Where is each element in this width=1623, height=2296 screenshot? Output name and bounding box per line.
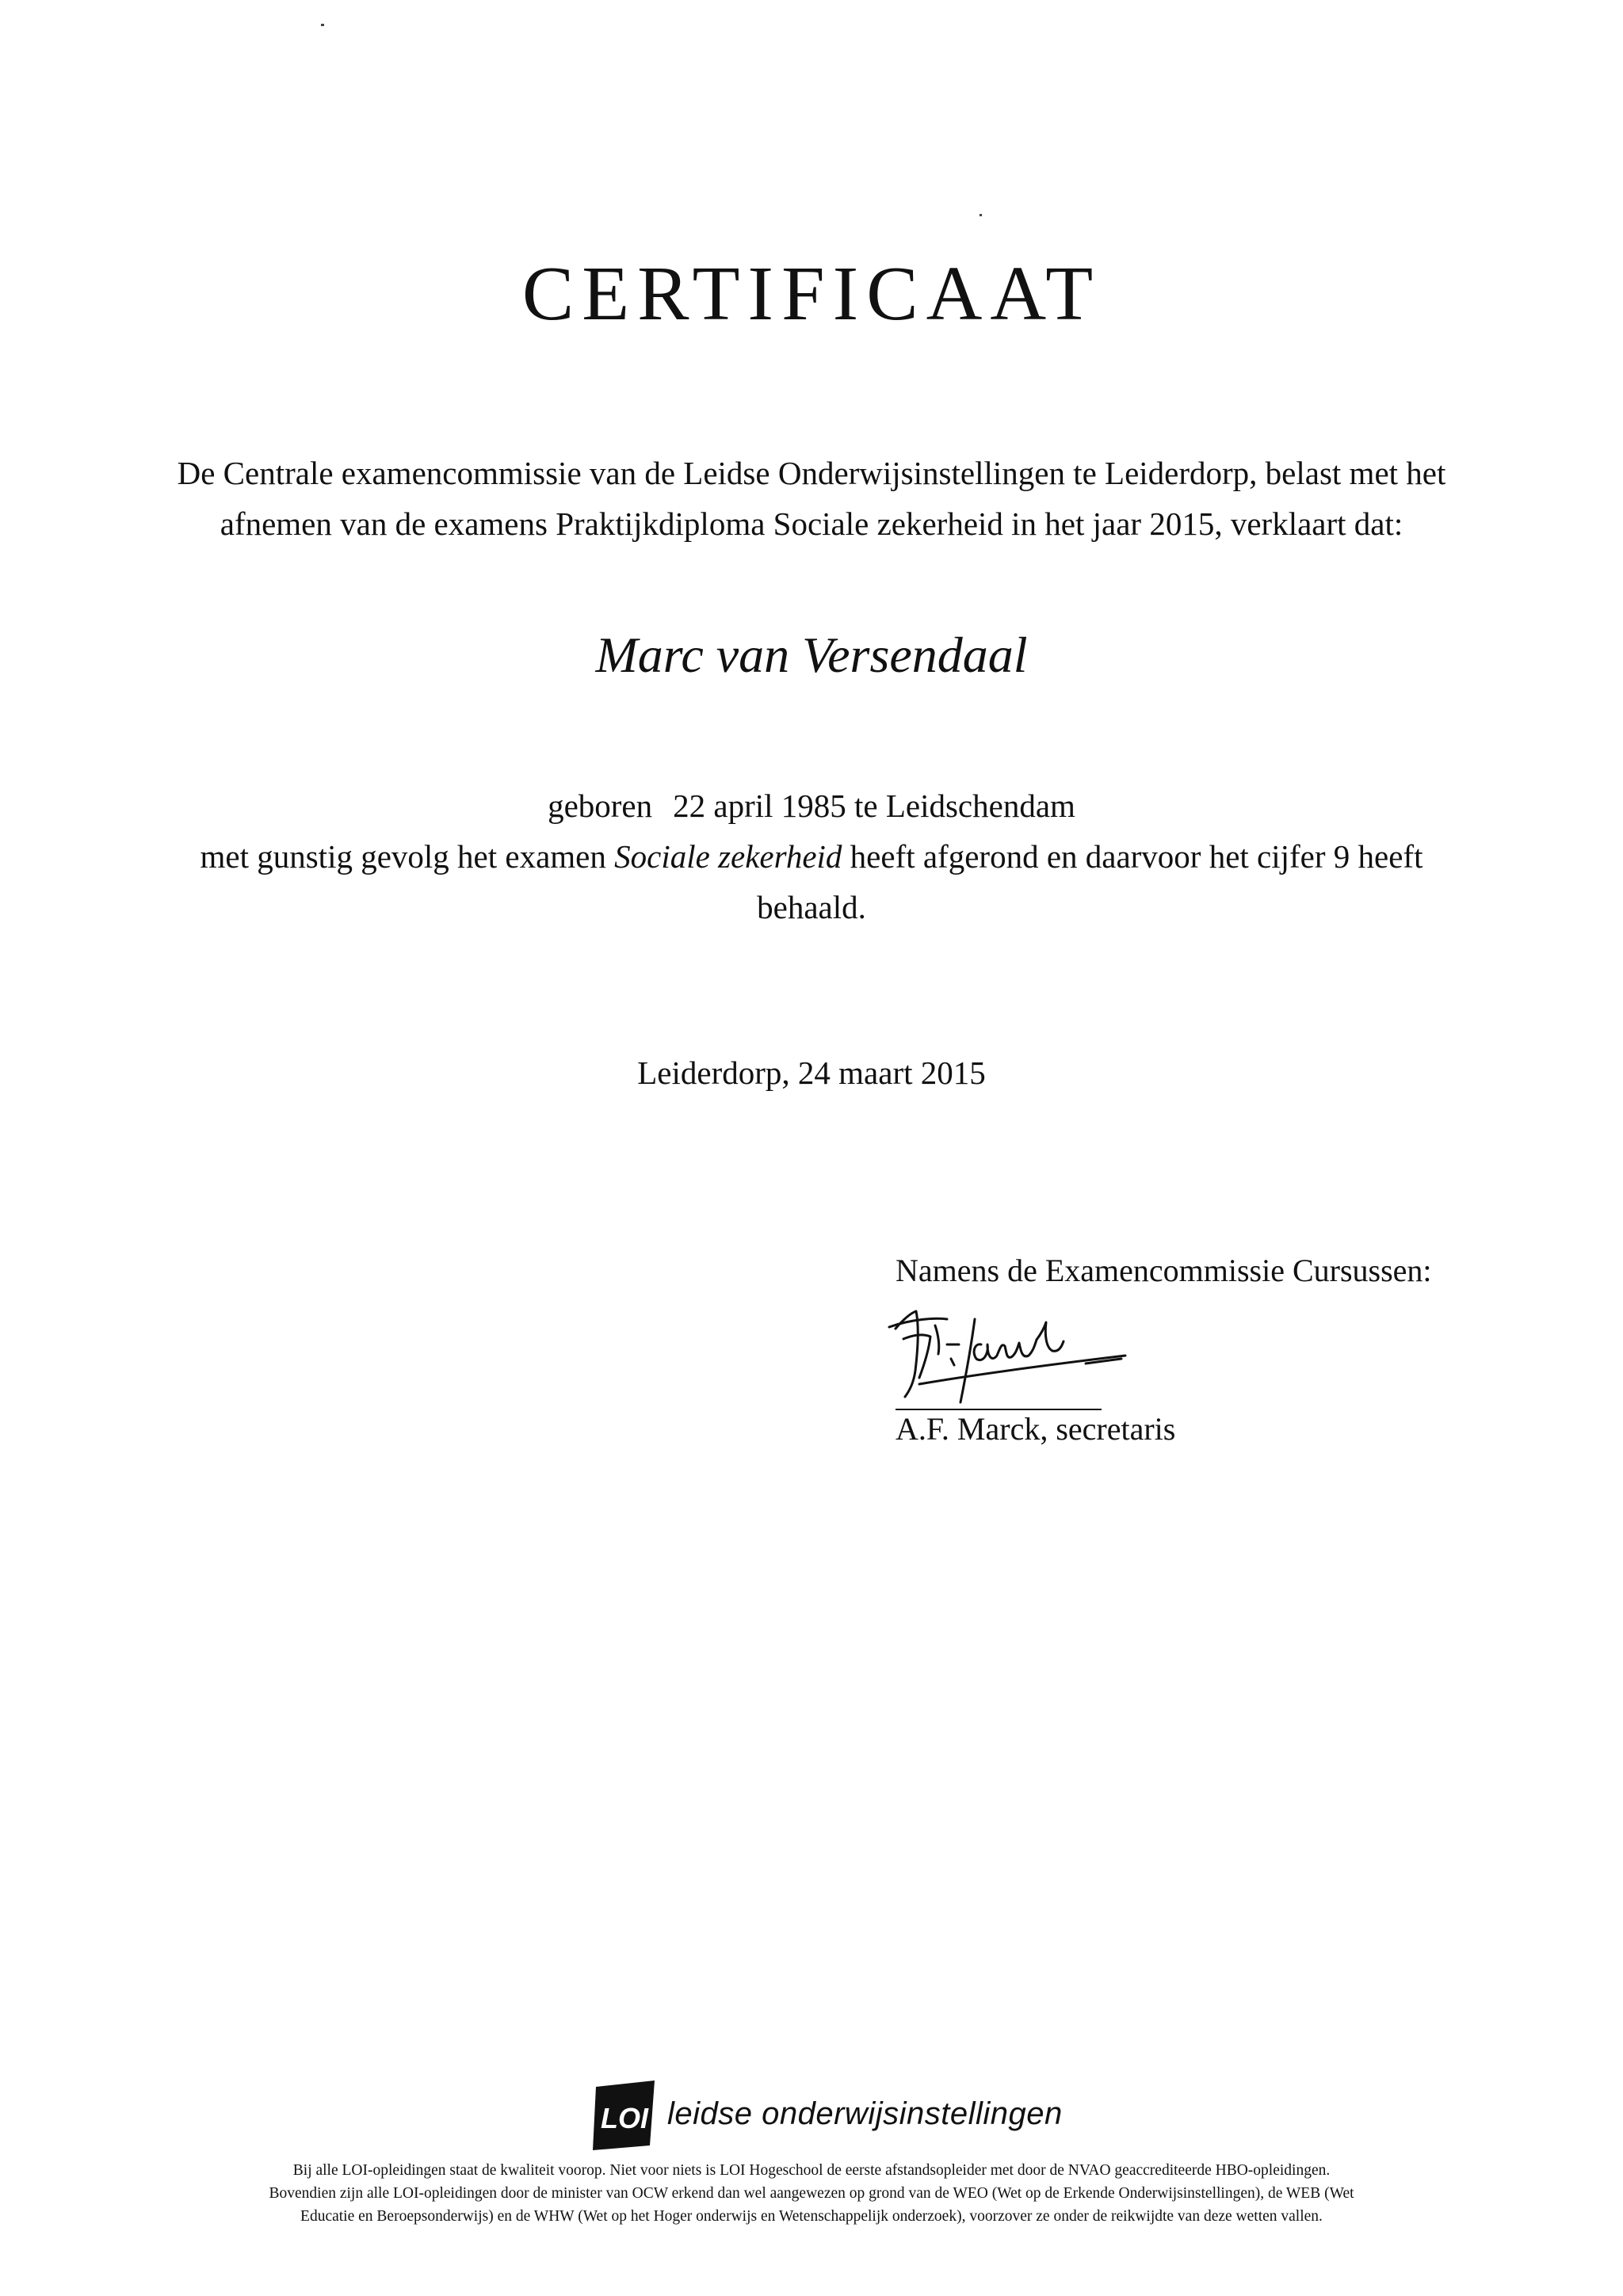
footer-line: Educatie en Beroepsonderwijs) en de WHW (Wet op het Hoger onderwijs en Wetenschappelijk onderzoek), voorzover ze onder de reikwijdte van deze wetten vallen. [300,2208,1323,2225]
footer-disclaimer [151,2159,1472,2228]
result-text [119,780,1504,933]
svg-text:LOI: LOI [601,2102,648,2134]
loi-logo-icon [585,2076,661,2152]
footer-line: Bij alle LOI-opleidingen staat de kwaliteit voorop. Niet voor niets is LOI Hogeschool de eerste afstandsopleider met door de NVAO geaccrediteerde HBO-opleidingen. [292,2162,1331,2179]
intro-line: afnemen van de examens Praktijkdiploma Sociale zekerheid in het jaar 2015, verklaart dat: [220,505,1403,542]
intro-text [119,448,1504,549]
loi-logo-mark [585,2076,661,2152]
signature-image [872,1295,1141,1422]
born-label: geboren [548,788,653,824]
candidate-name: Marc van Versendaal [595,627,1028,683]
scan-speck [980,214,982,216]
place-date: Leiderdorp, 24 maart 2015 [637,1055,986,1091]
loi-logo-name: leidse onderwijsinstellingen [667,2096,1063,2131]
exam-line-after: heeft afgerond en daarvoor het cijfer 9 heeft [850,838,1423,875]
intro-line: De Centrale examencommissie van de Leidse Onderwijsinstellingen te Leiderdorp, belast met het [177,455,1446,491]
on-behalf-text: Namens de Examencommissie Cursussen: [896,1253,1432,1288]
loi-logo [585,2076,1063,2152]
scan-speck [321,24,324,26]
certificate-title: CERTIFICAAT [521,251,1102,337]
exam-name: Sociale zekerheid [614,838,842,875]
born-value: 22 april 1985 te Leidschendam [673,788,1075,824]
exam-line-before: met gunstig gevolg het examen [200,838,606,875]
signer-name: A.F. Marck, secretaris [896,1411,1176,1447]
birth-line [119,780,1504,831]
footer-line: Bovendien zijn alle LOI-opleidingen door de minister van OCW erkend dan wel aangewezen op grond van de WEO (Wet op de Erkende Onderwijsinstellingen), de WEB (Wet [269,2185,1354,2202]
achieved-line: behaald. [757,889,866,925]
exam-line [119,831,1504,882]
